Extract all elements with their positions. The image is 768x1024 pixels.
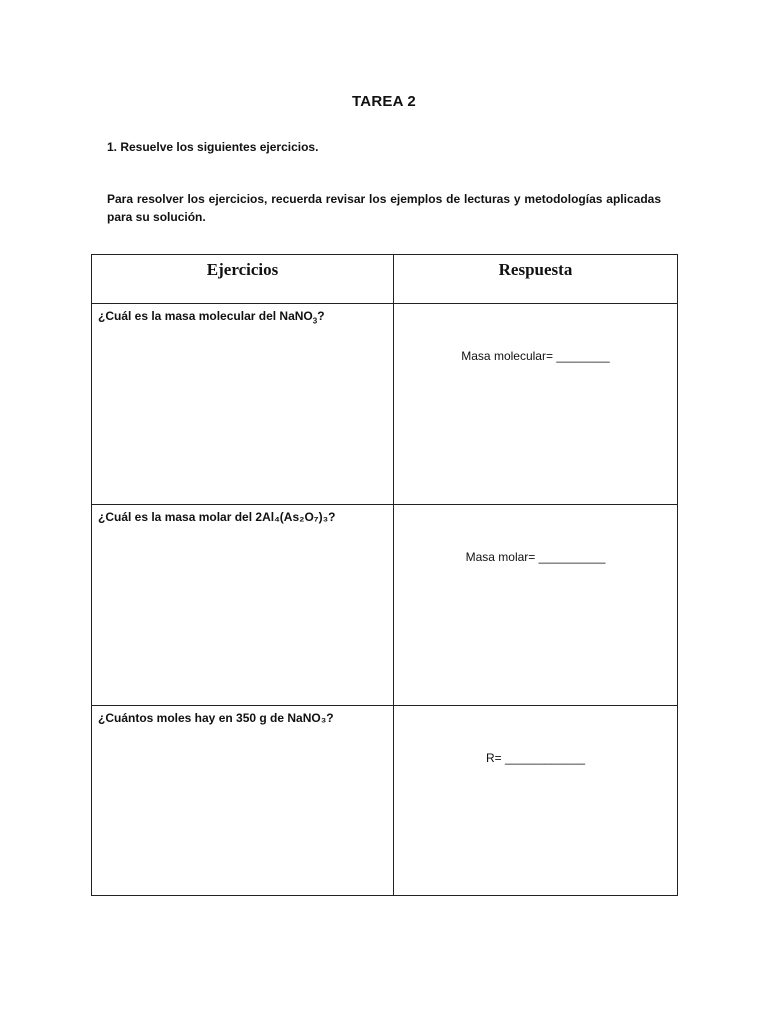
answer-blank[interactable]: ____________	[504, 751, 586, 765]
question-cell	[92, 505, 394, 705]
header-exercises: Ejercicios	[92, 255, 394, 303]
question-prefix: ¿Cuál es la masa molecular del NaNO	[98, 309, 313, 323]
exercise-table	[91, 254, 678, 896]
answer-cell[interactable]	[394, 505, 677, 705]
question-cell	[92, 304, 394, 504]
answer-cell[interactable]	[394, 706, 677, 895]
answer-label: Masa molecular=	[461, 349, 553, 363]
question-subscript: 3	[312, 316, 318, 326]
header-answer: Respuesta	[498, 260, 573, 279]
question-text	[92, 304, 393, 325]
question-cell	[92, 706, 394, 895]
answer-line	[394, 349, 677, 363]
page-title: TAREA 2	[352, 93, 416, 110]
note-paragraph: Para resolver los ejercicios, recuerda revisar los ejemplos de lecturas y metodologías aplicadas para su solución.	[107, 192, 661, 224]
answer-blank[interactable]: ________	[556, 349, 610, 363]
table-row	[92, 504, 677, 705]
question-suffix: ?	[317, 309, 325, 323]
answer-label: R=	[485, 751, 502, 765]
answer-cell[interactable]	[394, 304, 677, 504]
answer-label: Masa molar=	[465, 550, 536, 564]
table-row	[92, 705, 677, 895]
table-row	[92, 303, 677, 504]
question-text: ¿Cuántos moles hay en 350 g de NaNO₃?	[98, 711, 334, 725]
answer-line	[394, 751, 677, 765]
table-header-row	[92, 255, 677, 303]
question-text: ¿Cuál es la masa molar del 2Al₄(As₂O₇)₃?	[98, 510, 336, 524]
answer-line	[394, 550, 677, 564]
answer-blank[interactable]: __________	[538, 550, 606, 564]
instruction-text: 1. Resuelve los siguientes ejercicios.	[107, 140, 319, 154]
